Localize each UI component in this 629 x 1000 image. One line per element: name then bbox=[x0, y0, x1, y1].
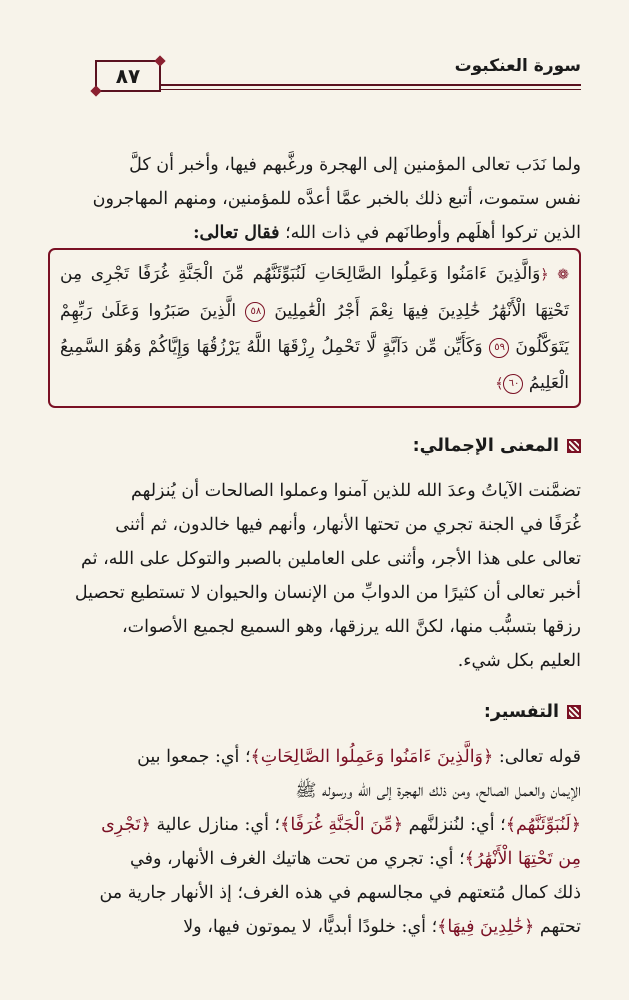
summary-line: رزقها بتسبُّب منها، لكنَّ الله يرزقها، وهو السميع لجميع الأصوات، bbox=[121, 617, 581, 637]
summary-line: غُرَفًا في الجنة تجري من تحتها الأنهار، وأنهم فيها خالدون، ثم أثنى bbox=[115, 515, 581, 535]
tafsir-paragraph bbox=[48, 740, 581, 944]
intro-line: ولما نَدَب تعالى المؤمنين إلى الهجرة ورغَّبهم فيها، وأخبر أن كلَّ bbox=[129, 155, 581, 175]
verse-number: ٥٨ bbox=[245, 302, 265, 322]
section-marker-icon bbox=[567, 705, 581, 719]
verse-part: الَّذِينَ صَبَرُوا وَعَلَىٰ رَبِّهِمْ يَتَوَكَّلُونَ bbox=[60, 301, 570, 357]
intro-line: الذين تركوا أهلَهم وأوطانَهم في ذات الله؛ فقال تعالى: bbox=[193, 223, 581, 243]
quoted-verse: ﴿مِّنَ الْجَنَّةِ غُرَفًا﴾ bbox=[280, 815, 404, 835]
intro-paragraph bbox=[48, 148, 581, 250]
quoted-verse: ﴿تَجْرِى bbox=[101, 815, 151, 835]
header-rule-thin bbox=[161, 89, 581, 90]
tafsir-line: مِن تَحْتِهَا الْأَنْهَٰرُ﴾؛ أي: تجري من تحت هاتيك الغرف الأنهار، وفي bbox=[130, 849, 581, 869]
section-heading-summary: المعنى الإجمالي: bbox=[413, 436, 581, 456]
page-number-box bbox=[95, 60, 161, 92]
quoted-verse: ﴿خَٰلِدِينَ فِيهَا﴾ bbox=[437, 917, 535, 937]
summary-line: العليم بكل شيء. bbox=[457, 651, 581, 671]
verse-part: وَالَّذِينَ ءَامَنُوا وَعَمِلُوا الصَّالِحَاتِ لَنُبَوِّئَنَّهُم مِّنَ الْجَنَّةِ غُرَفًا تَجْرِى مِن تَحْتِهَا الْأَنْهَٰرُ خَٰلِدِينَ فِيهَا نِعْمَ أَجْرُ الْعَٰمِلِينَ bbox=[60, 264, 569, 321]
quoted-verse: مِن تَحْتِهَا الْأَنْهَٰرُ﴾ bbox=[464, 849, 581, 869]
quran-verse-box bbox=[48, 248, 581, 408]
tafsir-line: الإيمان والعمل الصالح، ومن ذلك الهجرة إلى الله ورسوله ﷺ bbox=[295, 781, 581, 801]
header-rule bbox=[161, 84, 581, 86]
section-marker-icon bbox=[567, 439, 581, 453]
tafsir-line: تحتهم ﴿خَٰلِدِينَ فِيهَا﴾؛ أي: خلودًا أبديًّا، لا يموتون فيها، ولا bbox=[183, 917, 581, 937]
verse-number: ٦٠ bbox=[503, 374, 523, 394]
quoted-verse: ﴿وَالَّذِينَ ءَامَنُوا وَعَمِلُوا الصَّالِحَاتِ﴾ bbox=[250, 747, 494, 767]
intro-lead: فقال تعالى: bbox=[193, 223, 280, 243]
corner-ornament-icon bbox=[154, 55, 165, 66]
section-heading-tafsir: التفسير: bbox=[484, 702, 581, 722]
verse-number: ٥٩ bbox=[489, 338, 509, 358]
summary-line: تضمَّنت الآياتُ وعدَ الله للذين آمنوا وعملوا الصالحات أن يُنزلهم bbox=[131, 481, 581, 501]
verse-text: ❁ ﴿وَالَّذِينَ ءَامَنُوا وَعَمِلُوا الصَّالِحَاتِ لَنُبَوِّئَنَّهُم مِّنَ الْجَنَّةِ غُرَفًا تَجْرِى مِن تَحْتِهَا الْأَنْهَٰرُ خَٰلِدِينَ فِيهَا نِعْمَ أَجْرُ الْعَٰمِلِينَ ٥٨ الَّذِينَ صَبَرُوا وَعَلَىٰ رَبِّهِمْ يَتَوَكَّلُونَ ٥٩ وَكَأَيِّن مِّن دَآبَّةٍ لَّا تَحْمِلُ رِزْقَهَا اللَّهُ يَرْزُقُهَا وَإِيَّاكُمْ وَهُوَ السَّمِيعُ الْعَلِيمُ ٦٠﴾ bbox=[60, 264, 570, 393]
summary-line: تعالى على هذا الأجر، وأثنى على العاملين بالصبر والتوكل على الله، ثم bbox=[81, 549, 581, 569]
summary-paragraph bbox=[48, 474, 581, 678]
intro-line: نفس ستموت، أتبع ذلك بالخبر عمَّا أعدَّه للمؤمنين، ومنهم المهاجرون bbox=[92, 189, 581, 209]
summary-line: أخبر تعالى أن كثيرًا من الدوابِّ من الإنسان والحيوان لا تستطيع تحصيل bbox=[74, 583, 581, 603]
tafsir-line: ذلك كمال مُتعتهم في مجالسهم في هذه الغرف؛ إذ الأنهار جارية من bbox=[99, 883, 581, 903]
corner-ornament-icon bbox=[90, 85, 101, 96]
tafsir-line: قوله تعالى: ﴿وَالَّذِينَ ءَامَنُوا وَعَمِلُوا الصَّالِحَاتِ﴾؛ أي: جمعوا بين bbox=[137, 747, 581, 767]
tafsir-line: ﴿لَنُبَوِّئَنَّهُم﴾؛ أي: لنُنزلنَّهم ﴿مِّنَ الْجَنَّةِ غُرَفًا﴾؛ أي: منازل عالية ﴿تَجْرِى bbox=[101, 815, 581, 835]
verse-part: وَكَأَيِّن مِّن دَآبَّةٍ لَّا تَحْمِلُ رِزْقَهَا اللَّهُ يَرْزُقُهَا وَإِيَّاكُمْ وَهُوَ السَّمِيعُ الْعَلِيمُ bbox=[60, 337, 569, 393]
surah-title: سورة العنكبوت bbox=[454, 56, 581, 76]
page-header bbox=[95, 52, 581, 100]
page-number: ٨٧ bbox=[115, 64, 141, 88]
rosette-icon: ❁ bbox=[557, 267, 569, 283]
quoted-verse: ﴿لَنُبَوِّئَنَّهُم﴾ bbox=[505, 815, 581, 835]
